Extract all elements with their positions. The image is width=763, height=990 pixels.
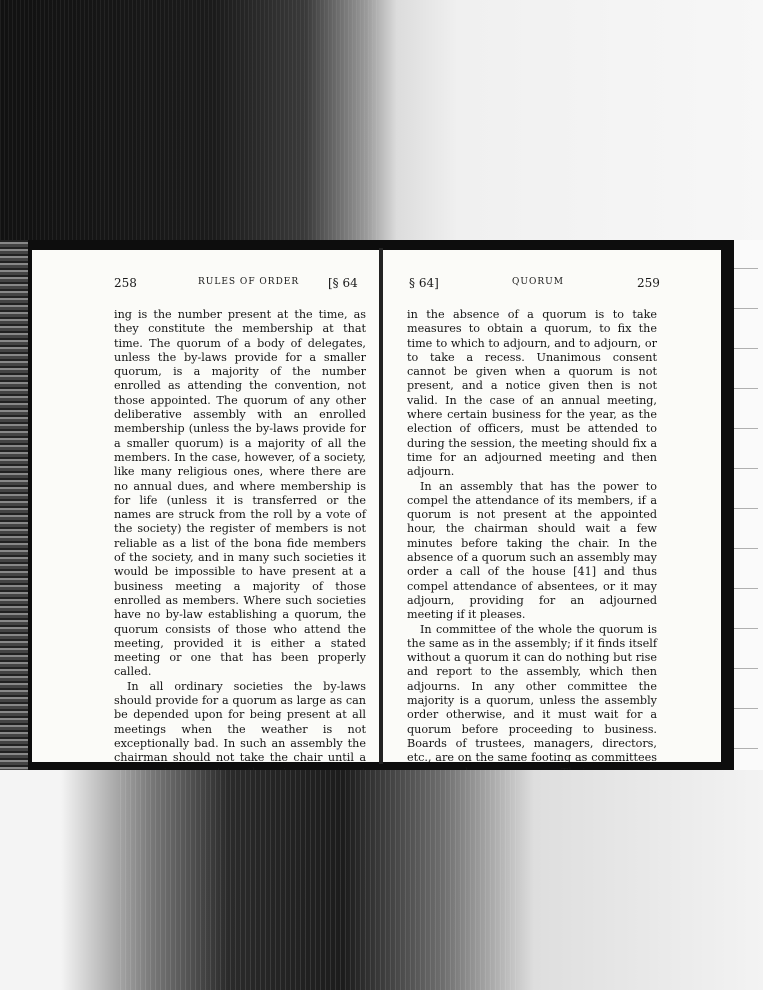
right-running-head: [409, 276, 699, 294]
right-header-title: QUORUM: [512, 277, 564, 287]
right-paragraph: in the absence of a quorum is to take measures to obtain a quorum, to fix the time to which to adjourn, and to adjourn, or to take a recess. Unanimous consent cannot be given when a quorum is not present, and a notice given then is not valid. In the case of an annual meeting, where certain business for the year, as the election of officers, must be attended to during the session, the meeting should fix a time for an adjourned meeting and then adjourn.: [407, 308, 657, 479]
left-paragraph: ing is the number present at the time, as they constitute the membership at that time. The quorum of a body of delegates, unless the by-laws provide for a smaller quorum, is a majority of the number enrolled as attending the convention, not those appointed. The quorum of any other deliberative assembly with an enrolled membership (unless the by-laws provide for a smaller quorum) is a majority of all the members. In the case, however, of a society, like many religious ones, where there are no annual dues, and where membership is for life (unless it is transferred or the names are struck from the roll by a vote of the society) the register of members is not reliable as a list of the bona fide members of the society, and in many such societies it would be impossible to have present at a business meeting a majority of those enrolled as members. Where such societies have no by-law establishing a quorum, the quorum consists of those who attend the meeting, provided it is either a stated meeting or one that has been properly called.: [114, 308, 366, 679]
left-section-ref: [§ 64: [328, 276, 358, 290]
scan-artifact-top-lines: [0, 0, 380, 240]
right-paragraph: In an assembly that has the power to compel the attendance of its members, if a quorum is not present at the appointed hour, the chairman should wait a few minutes before taking the chair. In the absence of a quorum such an assembly may order a call of the house [41] and thus compel attendance of absentees, or it may adjourn, providing for an adjourned meeting if it pleases.: [407, 479, 657, 622]
open-book: [28, 240, 734, 770]
left-paragraph: In all ordinary societies the by-laws should provide for a quorum as large as can be depended upon for being present at all meetings when the weather is not exceptionally bad. In such an assembly the chairman should not take the chair until a: [114, 679, 366, 765]
right-paragraph: In committee of the whole the quorum is the same as in the assembly; if it finds itself without a quorum it can do nothing but rise and report to the assembly, which then adjourns. In any other committee the majority is a quorum, unless the assembly order otherwise, and it must wait for a quorum before proceeding to business. Boards of trustees, managers, directors, etc., are on the same footing as committees: [407, 622, 657, 765]
left-page-text: [114, 308, 366, 808]
scan-artifact-left-edge: [0, 240, 30, 770]
scan-artifact-bottom-lines: [120, 770, 520, 990]
right-page-number: 259: [637, 276, 660, 290]
right-page-text: [407, 308, 657, 823]
left-header-title: RULES OF ORDER: [198, 277, 300, 287]
left-page-number: 258: [114, 276, 137, 290]
left-running-head: [114, 276, 364, 294]
left-page: [32, 250, 380, 765]
right-page: [383, 250, 721, 765]
right-section-ref: § 64]: [409, 276, 439, 290]
